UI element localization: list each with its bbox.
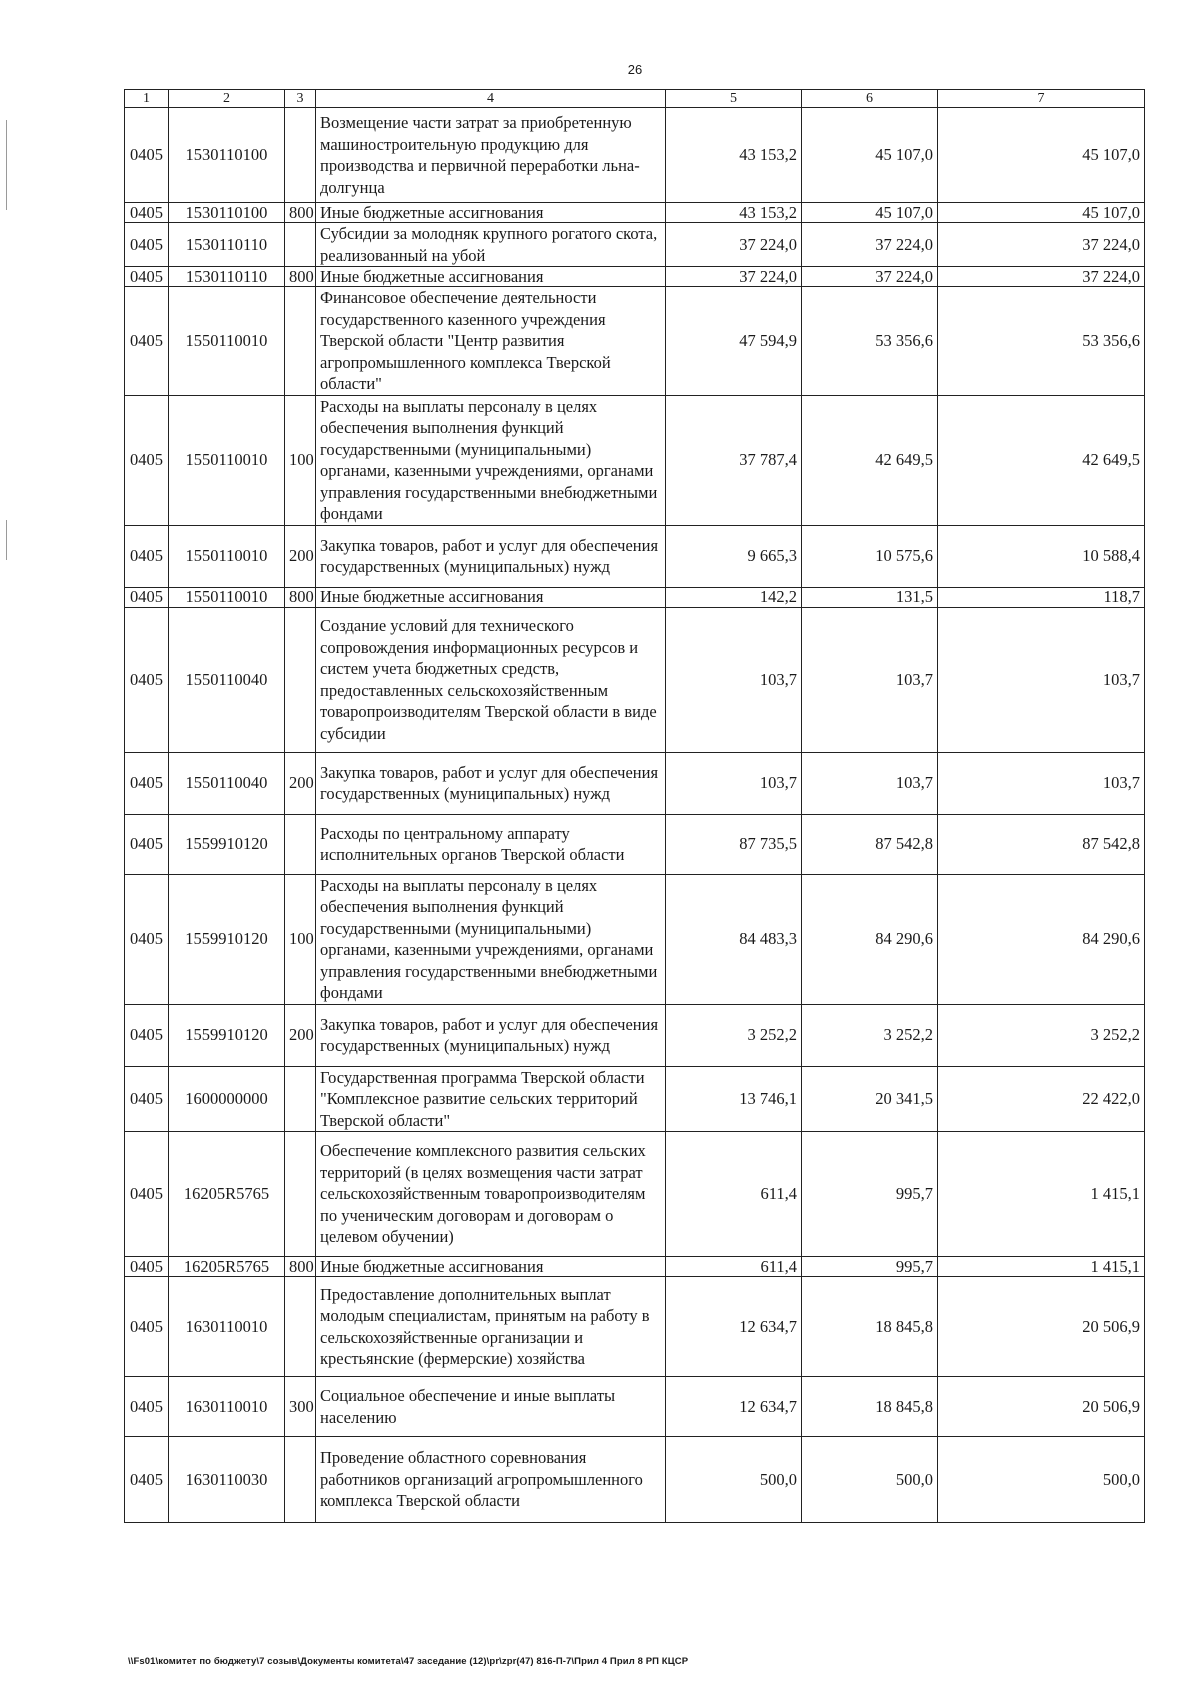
expense-name: Иные бюджетные ассигнования [316, 203, 666, 223]
table-row [125, 607, 1145, 752]
expense-type-code: 800 [285, 267, 316, 287]
amount-2022: 103,7 [938, 752, 1145, 814]
amount-2020: 87 735,5 [666, 814, 802, 874]
amount-2022: 45 107,0 [938, 108, 1145, 203]
amount-2020: 43 153,2 [666, 203, 802, 223]
target-article-code: 1630110030 [169, 1437, 285, 1523]
expense-type-code [285, 814, 316, 874]
section-code: 0405 [125, 607, 169, 752]
amount-2020: 13 746,1 [666, 1066, 802, 1132]
section-code: 0405 [125, 1004, 169, 1066]
section-code: 0405 [125, 203, 169, 223]
table-body [125, 108, 1145, 1523]
amount-2021: 20 341,5 [802, 1066, 938, 1132]
target-article-code: 16205R5765 [169, 1132, 285, 1257]
target-article-code: 1630110010 [169, 1377, 285, 1437]
section-code: 0405 [125, 223, 169, 267]
table-row [125, 587, 1145, 607]
expense-name: Расходы на выплаты персоналу в целях обеспечения выполнения функций государственными (муниципальными) органами, казенными учреждениями, органами управления государственными внебюджетными фондами [316, 874, 666, 1004]
amount-2022: 3 252,2 [938, 1004, 1145, 1066]
table-row [125, 1066, 1145, 1132]
column-header: 2 [169, 90, 285, 108]
section-code: 0405 [125, 1377, 169, 1437]
expense-type-code: 200 [285, 752, 316, 814]
column-header: 6 [802, 90, 938, 108]
amount-2021: 131,5 [802, 587, 938, 607]
amount-2022: 10 588,4 [938, 525, 1145, 587]
section-code: 0405 [125, 752, 169, 814]
amount-2021: 500,0 [802, 1437, 938, 1523]
scan-margin-line [6, 120, 7, 210]
amount-2020: 84 483,3 [666, 874, 802, 1004]
amount-2020: 103,7 [666, 607, 802, 752]
amount-2022: 37 224,0 [938, 267, 1145, 287]
target-article-code: 1600000000 [169, 1066, 285, 1132]
table-row [125, 814, 1145, 874]
expense-name: Предоставление дополнительных выплат молодым специалистам, принятым на работу в сельскохозяйственные организации и крестьянские (фермерские) хозяйства [316, 1277, 666, 1377]
section-code: 0405 [125, 525, 169, 587]
target-article-code: 1550110010 [169, 287, 285, 396]
amount-2022: 20 506,9 [938, 1277, 1145, 1377]
amount-2020: 43 153,2 [666, 108, 802, 203]
table-row [125, 395, 1145, 525]
amount-2020: 103,7 [666, 752, 802, 814]
target-article-code: 1530110100 [169, 203, 285, 223]
amount-2021: 45 107,0 [802, 108, 938, 203]
expense-type-code [285, 223, 316, 267]
amount-2020: 611,4 [666, 1257, 802, 1277]
expense-type-code: 800 [285, 203, 316, 223]
expense-name: Закупка товаров, работ и услуг для обеспечения государственных (муниципальных) нужд [316, 752, 666, 814]
amount-2020: 37 224,0 [666, 223, 802, 267]
amount-2022: 22 422,0 [938, 1066, 1145, 1132]
expense-name: Государственная программа Тверской области "Комплексное развитие сельских территорий Тверской области" [316, 1066, 666, 1132]
expense-name: Создание условий для технического сопровождения информационных ресурсов и систем учета бюджетных средств, предоставленных сельскохозяйственным товаропроизводителям Тверской области в виде субсидии [316, 607, 666, 752]
expense-name: Социальное обеспечение и иные выплаты населению [316, 1377, 666, 1437]
table-row [125, 1277, 1145, 1377]
section-code: 0405 [125, 287, 169, 396]
target-article-code: 1530110100 [169, 108, 285, 203]
amount-2021: 37 224,0 [802, 267, 938, 287]
amount-2021: 103,7 [802, 607, 938, 752]
target-article-code: 1550110010 [169, 587, 285, 607]
amount-2021: 3 252,2 [802, 1004, 938, 1066]
section-code: 0405 [125, 108, 169, 203]
expense-name: Расходы на выплаты персоналу в целях обеспечения выполнения функций государственными (муниципальными) органами, казенными учреждениями, органами управления государственными внебюджетными фондами [316, 395, 666, 525]
amount-2022: 500,0 [938, 1437, 1145, 1523]
amount-2020: 37 224,0 [666, 267, 802, 287]
expense-name: Обеспечение комплексного развития сельских территорий (в целях возмещения части затрат сельскохозяйственным товаропроизводителям по ученическим договорам и договорам о целевом обучении) [316, 1132, 666, 1257]
expense-name: Закупка товаров, работ и услуг для обеспечения государственных (муниципальных) нужд [316, 525, 666, 587]
amount-2021: 103,7 [802, 752, 938, 814]
amount-2021: 45 107,0 [802, 203, 938, 223]
column-header: 4 [316, 90, 666, 108]
expense-name: Иные бюджетные ассигнования [316, 1257, 666, 1277]
table-row [125, 1437, 1145, 1523]
section-code: 0405 [125, 1257, 169, 1277]
column-header: 7 [938, 90, 1145, 108]
amount-2022: 42 649,5 [938, 395, 1145, 525]
expense-type-code [285, 287, 316, 396]
target-article-code: 1550110040 [169, 752, 285, 814]
amount-2021: 53 356,6 [802, 287, 938, 396]
expense-type-code: 800 [285, 587, 316, 607]
amount-2022: 84 290,6 [938, 874, 1145, 1004]
expense-type-code: 100 [285, 395, 316, 525]
table-row [125, 752, 1145, 814]
amount-2022: 87 542,8 [938, 814, 1145, 874]
target-article-code: 1559910120 [169, 1004, 285, 1066]
expense-type-code: 200 [285, 525, 316, 587]
amount-2022: 20 506,9 [938, 1377, 1145, 1437]
amount-2020: 9 665,3 [666, 525, 802, 587]
amount-2022: 103,7 [938, 607, 1145, 752]
amount-2020: 47 594,9 [666, 287, 802, 396]
expense-name: Закупка товаров, работ и услуг для обеспечения государственных (муниципальных) нужд [316, 1004, 666, 1066]
budget-table [124, 89, 1145, 1523]
expense-type-code [285, 1132, 316, 1257]
amount-2021: 18 845,8 [802, 1377, 938, 1437]
footer-file-path: \\Fs01\комитет по бюджету\7 созыв\Документы комитета\47 заседание (12)\pr\zpr(47) 816-П-7\Прил 4 Прил 8 РП КЦСР [128, 1656, 689, 1667]
expense-type-code: 300 [285, 1377, 316, 1437]
expense-type-code [285, 108, 316, 203]
amount-2021: 10 575,6 [802, 525, 938, 587]
table-row [125, 1004, 1145, 1066]
page-number: 26 [627, 62, 643, 77]
section-code: 0405 [125, 587, 169, 607]
expense-type-code [285, 1277, 316, 1377]
table-row [125, 203, 1145, 223]
table-row [125, 223, 1145, 267]
scan-margin-line [6, 520, 7, 560]
table-row [125, 1257, 1145, 1277]
target-article-code: 1550110010 [169, 525, 285, 587]
amount-2022: 37 224,0 [938, 223, 1145, 267]
table-row [125, 1377, 1145, 1437]
amount-2021: 995,7 [802, 1132, 938, 1257]
expense-type-code [285, 1066, 316, 1132]
section-code: 0405 [125, 395, 169, 525]
section-code: 0405 [125, 1437, 169, 1523]
section-code: 0405 [125, 814, 169, 874]
amount-2022: 118,7 [938, 587, 1145, 607]
column-header: 1 [125, 90, 169, 108]
expense-name: Иные бюджетные ассигнования [316, 267, 666, 287]
target-article-code: 1559910120 [169, 814, 285, 874]
column-header: 5 [666, 90, 802, 108]
expense-name: Финансовое обеспечение деятельности государственного казенного учреждения Тверской области "Центр развития агропромышленного комплекса Тверской области" [316, 287, 666, 396]
section-code: 0405 [125, 1132, 169, 1257]
expense-type-code [285, 1437, 316, 1523]
amount-2020: 142,2 [666, 587, 802, 607]
expense-type-code: 200 [285, 1004, 316, 1066]
amount-2020: 3 252,2 [666, 1004, 802, 1066]
target-article-code: 1530110110 [169, 267, 285, 287]
amount-2020: 12 634,7 [666, 1277, 802, 1377]
target-article-code: 16205R5765 [169, 1257, 285, 1277]
target-article-code: 1530110110 [169, 223, 285, 267]
table-row [125, 287, 1145, 396]
table-row [125, 874, 1145, 1004]
expense-name: Иные бюджетные ассигнования [316, 587, 666, 607]
table-row [125, 1132, 1145, 1257]
table-row [125, 108, 1145, 203]
amount-2021: 995,7 [802, 1257, 938, 1277]
expense-type-code: 800 [285, 1257, 316, 1277]
section-code: 0405 [125, 1277, 169, 1377]
section-code: 0405 [125, 1066, 169, 1132]
expense-name: Субсидии за молодняк крупного рогатого скота, реализованный на убой [316, 223, 666, 267]
section-code: 0405 [125, 874, 169, 1004]
expense-name: Возмещение части затрат за приобретенную машиностроительную продукцию для производства и первичной переработки льна-долгунца [316, 108, 666, 203]
amount-2020: 12 634,7 [666, 1377, 802, 1437]
target-article-code: 1559910120 [169, 874, 285, 1004]
column-number-row [125, 90, 1145, 108]
amount-2022: 45 107,0 [938, 203, 1145, 223]
target-article-code: 1550110040 [169, 607, 285, 752]
amount-2022: 1 415,1 [938, 1132, 1145, 1257]
section-code: 0405 [125, 267, 169, 287]
amount-2021: 18 845,8 [802, 1277, 938, 1377]
target-article-code: 1630110010 [169, 1277, 285, 1377]
table-row [125, 525, 1145, 587]
amount-2021: 87 542,8 [802, 814, 938, 874]
expense-name: Проведение областного соревнования работников организаций агропромышленного комплекса Тверской области [316, 1437, 666, 1523]
amount-2020: 611,4 [666, 1132, 802, 1257]
expense-name: Расходы по центральному аппарату исполнительных органов Тверской области [316, 814, 666, 874]
amount-2022: 53 356,6 [938, 287, 1145, 396]
amount-2021: 42 649,5 [802, 395, 938, 525]
amount-2021: 84 290,6 [802, 874, 938, 1004]
table-row [125, 267, 1145, 287]
column-header: 3 [285, 90, 316, 108]
amount-2020: 500,0 [666, 1437, 802, 1523]
target-article-code: 1550110010 [169, 395, 285, 525]
amount-2020: 37 787,4 [666, 395, 802, 525]
expense-type-code [285, 607, 316, 752]
amount-2021: 37 224,0 [802, 223, 938, 267]
amount-2022: 1 415,1 [938, 1257, 1145, 1277]
expense-type-code: 100 [285, 874, 316, 1004]
